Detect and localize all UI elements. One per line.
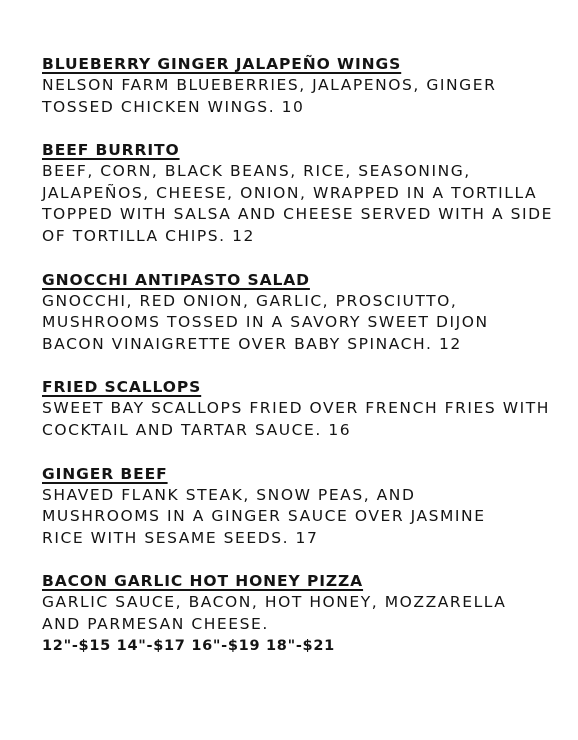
menu-item-hot-honey-pizza <box>42 571 562 657</box>
item-description-line: TOPPED WITH SALSA AND CHEESE SERVED WITH A SIDE <box>42 205 553 224</box>
item-description-line: COCKTAIL AND TARTAR SAUCE. 16 <box>42 420 352 439</box>
item-title: GINGER BEEF <box>42 464 168 483</box>
item-title: BACON GARLIC HOT HONEY PIZZA <box>42 572 364 591</box>
item-description-line: AND PARMESAN CHEESE. <box>42 614 269 633</box>
item-title: BEEF BURRITO <box>42 141 180 160</box>
item-description-line: GARLIC SAUCE, BACON, HOT HONEY, MOZZARELLA <box>42 593 507 612</box>
item-description-line: GNOCCHI, RED ONION, GARLIC, PROSCIUTTO, <box>42 291 458 310</box>
item-size-prices: 12"-$15 14"-$17 16"-$19 18"-$21 <box>42 637 335 654</box>
item-description-line: OF TORTILLA CHIPS. 12 <box>42 226 255 245</box>
item-description-line: SHAVED FLANK STEAK, SNOW PEAS, AND <box>42 485 416 504</box>
menu-item-beef-burrito <box>42 140 562 247</box>
item-description-line: NELSON FARM BLUEBERRIES, JALAPENOS, GINGER <box>42 76 497 94</box>
item-title: BLUEBERRY GINGER JALAPEÑO WINGS <box>42 55 402 73</box>
item-description-line: MUSHROOMS TOSSED IN A SAVORY SWEET DIJON <box>42 313 489 332</box>
item-description-line: RICE WITH SESAME SEEDS. 17 <box>42 528 319 547</box>
item-description-line: JALAPEÑOS, CHEESE, ONION, WRAPPED IN A TORTILLA <box>42 183 538 202</box>
menu <box>42 54 562 679</box>
menu-item-ginger-beef <box>42 464 562 550</box>
item-description-line: SWEET BAY SCALLOPS FRIED OVER FRENCH FRIES WITH <box>42 399 550 418</box>
item-description-line: TOSSED CHICKEN WINGS. 10 <box>42 97 305 116</box>
item-description-line: MUSHROOMS IN A GINGER SAUCE OVER JASMINE <box>42 507 486 526</box>
item-description-line: BEEF, CORN, BLACK BEANS, RICE, SEASONING, <box>42 162 471 181</box>
item-title: GNOCCHI ANTIPASTO SALAD <box>42 270 310 289</box>
menu-item-gnocchi-salad <box>42 270 562 356</box>
item-description-line: BACON VINAIGRETTE OVER BABY SPINACH. 12 <box>42 334 462 353</box>
menu-item-fried-scallops <box>42 377 562 441</box>
item-title: FRIED SCALLOPS <box>42 378 202 397</box>
menu-item-blueberry-wings <box>42 54 562 118</box>
